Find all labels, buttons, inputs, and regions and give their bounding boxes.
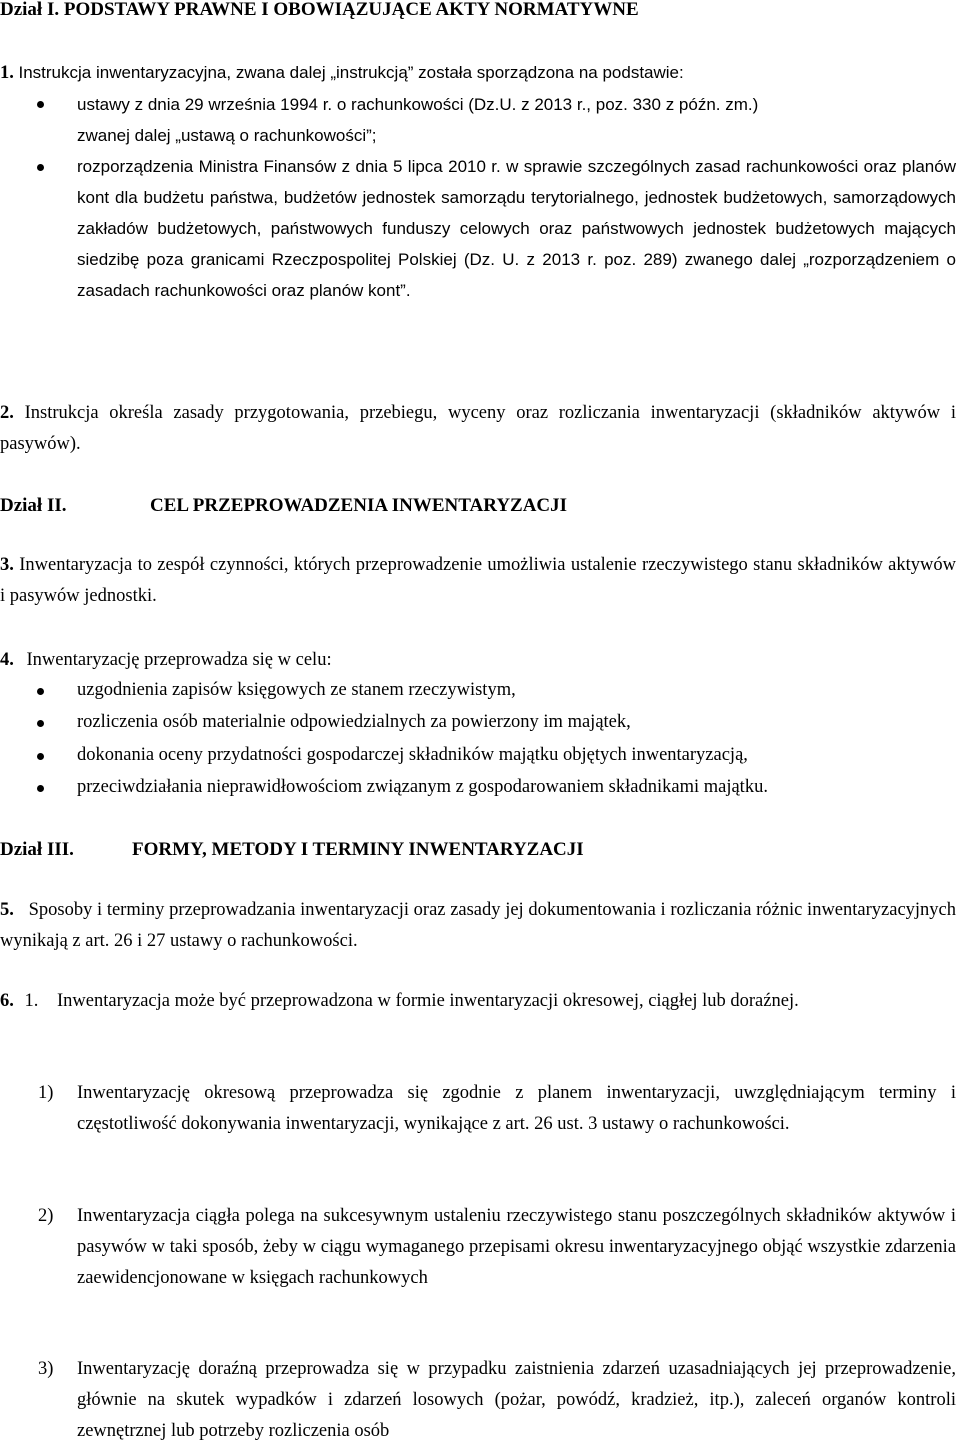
paragraph-text: Inwentaryzacja to zespół czynności, których przeprowadzenie umożliwia ustalenie rzeczywistego stanu składników aktywów i pasywów jednostki.: [0, 555, 957, 606]
list-item: [77, 151, 956, 306]
paragraph-1-intro: [0, 57, 684, 89]
list-item: ustawy z dnia 29 września 1994 r. o rachunkowości (Dz.U. z 2013 r., poz. 330 z późn. zm.): [77, 95, 759, 114]
paragraph-2: [0, 398, 956, 460]
list-item: Inwentaryzację doraźną przeprowadza się w przypadku zaistnienia zdarzeń uzasadniających jej przeprowadzenie, głównie na skutek wypadków i zdarzeń losowych (pożar, powódź, kradzież, itp.), zaleceń organów kontroli zewnętrznej lub potrzeby rozliczenia osób: [77, 1359, 956, 1441]
paragraph-text: Inwentaryzacja może być przeprowadzona w formie inwentaryzacji okresowej, ciągłej lub doraźnej.: [57, 991, 799, 1011]
list-item-text: w sprawie szczególnych zasad rachunkowości oraz planów kont dla budżetu państwa, budżetów jednostek samorządu terytorialnego, jednostek budżetowych, samorządowych zakładów budżetowych, państwowych funduszy celowych oraz państwowych jednostek budżetowych mających siedzibę poza granicami Rzeczpospolitej Polskiej (Dz. U. z 2013 r. poz. 289) zwanego dalej „rozporządzeniem o zasadach rachunkowości oraz planów kont”.: [77, 157, 956, 300]
paragraph-number: 6.: [0, 991, 14, 1011]
paragraph-4-intro: [0, 645, 332, 676]
paragraph-text: Instrukcja określa zasady przygotowania, przebiegu, wyceny oraz rozliczania inwentaryzacji (składników aktywów i pasywów).: [0, 403, 956, 454]
section-heading-3: [0, 834, 74, 865]
section-heading-2: [0, 490, 67, 521]
list-item-lead: rozporządzenia Ministra Finansów z dnia 5 lipca 2010 r.: [77, 157, 501, 176]
paragraph-number: 4.: [0, 650, 14, 670]
section-label: Dział I.: [0, 0, 60, 20]
paragraph-number: 5.: [0, 900, 14, 920]
paragraph-text: Instrukcja inwentaryzacyjna, zwana dalej „instrukcją” została sporządzona na podstawie:: [18, 63, 684, 82]
bullet-icon: [37, 785, 44, 792]
section-heading-1: [0, 0, 639, 25]
paragraph-number: 2.: [0, 403, 14, 423]
paragraph-number: 1.: [0, 63, 14, 83]
paragraph-3: [0, 550, 956, 612]
bullet-icon: [37, 688, 44, 695]
list-item-continuation: zwanej dalej „ustawą o rachunkowości”;: [77, 126, 377, 145]
section-title: PODSTAWY PRAWNE I OBOWIĄZUJĄCE AKTY NORMATYWNE: [63, 0, 639, 20]
paragraph-number: 3.: [0, 555, 14, 575]
list-marker: 2): [38, 1206, 54, 1226]
bullet-icon: [37, 753, 44, 760]
bullet-icon: [37, 164, 44, 171]
section-label: Dział II.: [0, 495, 67, 516]
bullet-icon: [37, 720, 44, 727]
list-item: Inwentaryzację okresową przeprowadza się zgodnie z planem inwentaryzacji, uwzględniającym terminy i częstotliwość dokonywania inwentaryzacji, wynikające z art. 26 ust. 3 ustawy o rachunkowości.: [77, 1083, 956, 1134]
list-marker: 1): [38, 1083, 54, 1103]
paragraph-subnumber: 1.: [24, 991, 39, 1011]
list-item: Inwentaryzacja ciągła polega na sukcesywnym ustaleniu rzeczywistego stanu poszczególnych składników aktywów i pasywów w taki sposób, żeby w ciągu wymaganego przepisami okresu inwentaryzacyjnego objąć wszystkie zdarzenia zaewidencjonowane w księgach rachunkowych: [77, 1206, 956, 1288]
paragraph-6: [0, 986, 956, 1017]
paragraph-text: Sposoby i terminy przeprowadzania inwentaryzacji oraz zasady jej dokumentowania i rozliczania różnic inwentaryzacyjnych wynikają z art. 26 i 27 ustawy o rachunkowości.: [0, 900, 957, 951]
list-item: uzgodnienia zapisów księgowych ze stanem rzeczywistym,: [77, 680, 516, 700]
section-title-3: FORMY, METODY I TERMINY INWENTARYZACJI: [132, 839, 584, 860]
list-marker: 3): [38, 1359, 54, 1379]
list-item: rozliczenia osób materialnie odpowiedzialnych za powierzony im majątek,: [77, 712, 631, 732]
section-label: Dział III.: [0, 839, 74, 860]
section-title-2: CEL PRZEPROWADZENIA INWENTARYZACJI: [150, 495, 568, 516]
paragraph-5: [0, 895, 956, 957]
list-item: dokonania oceny przydatności gospodarczej składników majątku objętych inwentaryzacją,: [77, 745, 748, 765]
paragraph-text: Inwentaryzację przeprowadza się w celu:: [26, 650, 332, 670]
bullet-icon: [37, 101, 44, 108]
list-item: przeciwdziałania nieprawidłowościom związanym z gospodarowaniem składnikami majątku.: [77, 777, 768, 797]
